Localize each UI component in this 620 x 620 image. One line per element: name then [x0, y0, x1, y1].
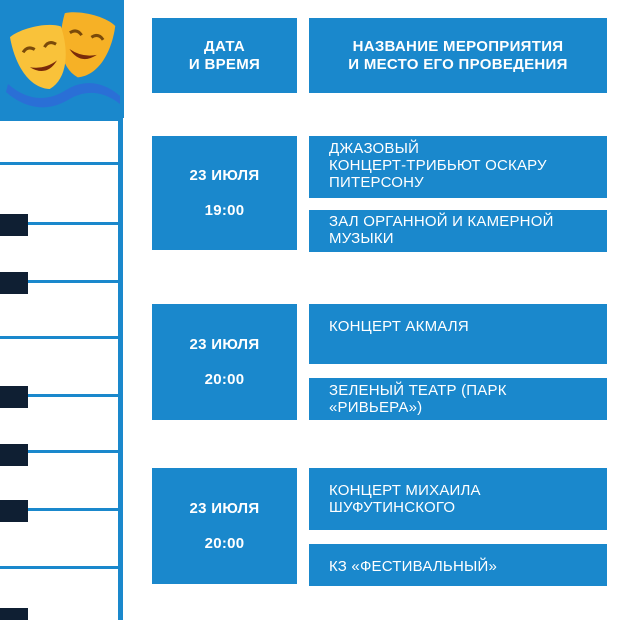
event-date: 23 ИЮЛЯ [189, 336, 260, 353]
black-key [0, 500, 28, 522]
event-venue: ЗАЛ ОРГАННОЙ И КАМЕРНОЙ МУЗЫКИ [309, 210, 607, 252]
black-key [0, 386, 28, 408]
theatre-masks-icon [4, 6, 122, 110]
piano-line [0, 566, 120, 569]
black-key [0, 608, 28, 620]
event-date: 23 ИЮЛЯ [189, 167, 260, 184]
piano-line [0, 118, 120, 121]
event-date: 23 ИЮЛЯ [189, 500, 260, 517]
event-time: 20:00 [204, 535, 245, 552]
piano-line [0, 162, 120, 165]
event-date-cell [152, 304, 297, 420]
piano-line [0, 336, 120, 339]
black-key [0, 272, 28, 294]
event-name: КОНЦЕРТ АКМАЛЯ [309, 304, 607, 364]
black-key [0, 444, 28, 466]
black-key [0, 214, 28, 236]
event-time: 19:00 [204, 202, 245, 219]
event-venue: ЗЕЛЕНЫЙ ТЕАТР (ПАРК «РИВЬЕРА») [309, 378, 607, 420]
date-time-header: ДАТА И ВРЕМЯ [152, 18, 297, 93]
event-time: 20:00 [204, 371, 245, 388]
event-header: НАЗВАНИЕ МЕРОПРИЯТИЯ И МЕСТО ЕГО ПРОВЕДЕНИЯ [309, 18, 607, 93]
event-date-cell [152, 468, 297, 584]
piano-sidebar [0, 0, 124, 620]
event-name: КОНЦЕРТ МИХАИЛА ШУФУТИНСКОГО [309, 468, 607, 530]
event-name: ДЖАЗОВЫЙ КОНЦЕРТ-ТРИБЬЮТ ОСКАРУ ПИТЕРСОНУ [309, 136, 607, 198]
event-venue: КЗ «ФЕСТИВАЛЬНЫЙ» [309, 544, 607, 586]
event-date-cell [152, 136, 297, 250]
